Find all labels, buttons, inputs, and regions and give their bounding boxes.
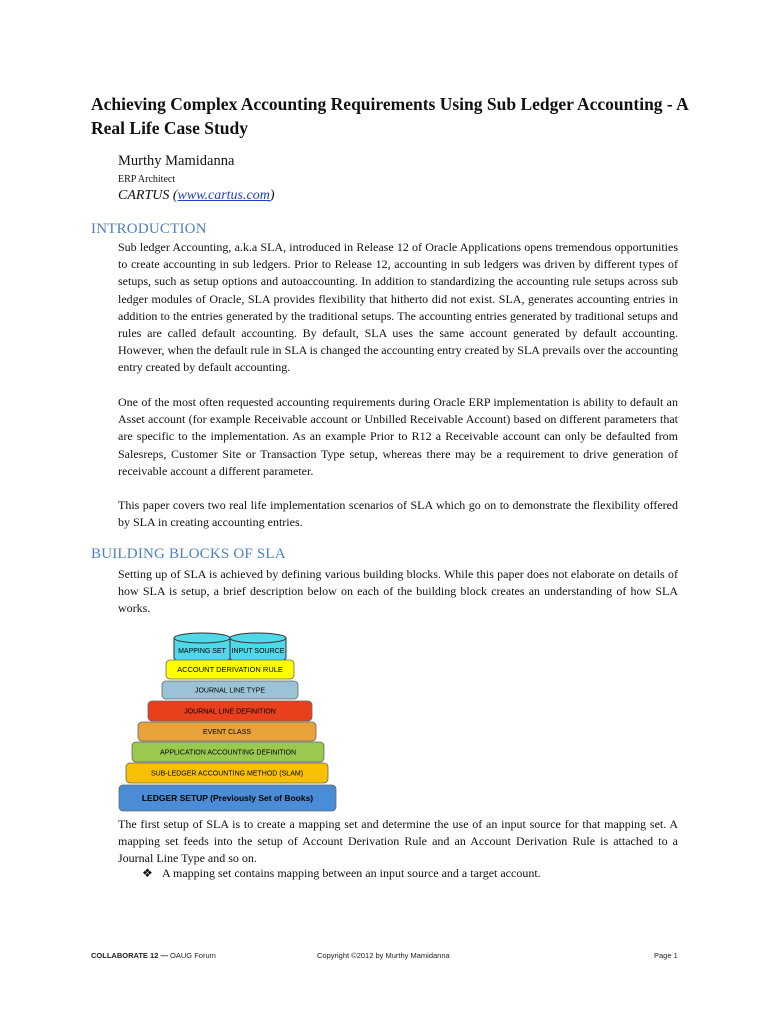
intro-paragraph-1: Sub ledger Accounting, a.k.a SLA, introduced in Release 12 of Oracle Applications opens tremendous opportunities to create accounting in sub ledgers. Prior to Release 12, accounting in sub ledgers was driven by different types of setups, such as setup options and autoaccounting. In addition to standardizing the accounting rule setups across sub ledger modules of Oracle, SLA provides flexibility that hitherto did not exist. SLA, generates accounting entries in addition to the entries generated by the traditional setups. The accounting entries generated by traditional setups and rules are called default accounting. By default, SLA uses the same account generated by default accounting. However, when the default rule in SLA is changed the accounting entry created by SLA prevails over the accounting entry created by default accounting. (118, 240, 678, 375)
layer-application-accounting-definition (132, 742, 324, 762)
company-name: CARTUS (118, 188, 170, 203)
bullet-item (142, 866, 541, 881)
input-source-cylinder (230, 633, 286, 663)
intro-paragraph-3: This paper covers two real life implementation scenarios of SLA which go on to demonstrate the flexibility offered by SLA in creating accounting entries. (118, 498, 678, 530)
footer-brand: COLLABORATE 12 — (91, 951, 168, 960)
layer-label: ACCOUNT DERIVATION RULE (177, 665, 283, 674)
layer-journal-line-type (162, 681, 298, 699)
blocks-paragraph-2: The first setup of SLA is to create a mapping set and determine the use of an input source for that mapping set. A mapping set feeds into the setup of Account Derivation Rule and an Account Derivation Rule is attached to a Journal Line Type and so on. (118, 817, 678, 866)
layer-label: JOURNAL LINE TYPE (194, 687, 266, 695)
author-company: CARTUS (www.cartus.com) (118, 188, 275, 203)
layer-account-derivation-rule (166, 660, 294, 679)
company-link[interactable]: www.cartus.com (177, 188, 270, 203)
bullet-text: A mapping set contains mapping between an input source and a target account. (162, 866, 541, 880)
cylinder-label-mapping-set: MAPPING SET (178, 648, 226, 655)
layer-sla-method (126, 763, 328, 783)
bullet-symbol: ❖ (142, 866, 153, 880)
footer-left (91, 951, 216, 960)
layer-journal-line-definition (148, 701, 312, 721)
layer-ledger-setup (119, 785, 336, 811)
author-role: ERP Architect (118, 174, 176, 185)
sla-building-blocks-diagram (116, 628, 346, 818)
intro-paragraph-2: One of the most often requested accounting requirements during Oracle ERP implementation is ability to default an Asset account (for example Receivable account or Unbilled Receivable Account) based on different parameters that are specific to the implementation. As an example Prior to R12 a Receivable account can only be defaulted from Salesreps, Customer Site or Transaction Type setup, whereas there may be a requirement to drive generation of receivable account a different parameter. (118, 395, 678, 478)
author-name: Murthy Mamidanna (118, 153, 235, 169)
section-heading-building-blocks: BUILDING BLOCKS OF SLA (91, 546, 286, 562)
layer-label: LEDGER SETUP (Previously Set of Books) (141, 792, 314, 803)
section-heading-introduction: INTRODUCTION (91, 221, 207, 237)
layer-label: APPLICATION ACCOUNTING DEFINITION (160, 749, 296, 757)
footer-page-number: Page 1 (654, 951, 678, 960)
layer-event-class (138, 722, 316, 741)
mapping-set-cylinder (174, 633, 230, 663)
layer-label: JOURNAL LINE DEFINITION (184, 708, 276, 716)
cylinder-label-input-source: INPUT SOURCE (231, 648, 285, 655)
footer-copyright: Copyright ©2012 by Murthy Mamidanna (317, 951, 450, 960)
layer-label: SUB-LEDGER ACCOUNTING METHOD (SLAM) (150, 770, 304, 778)
footer-forum: OAUG Forum (167, 951, 216, 960)
paper-title: Achieving Complex Accounting Requirements Using Sub Ledger Accounting - A Real Life Case Study (91, 94, 688, 138)
layer-label: EVENT CLASS (202, 728, 252, 736)
blocks-paragraph-1: Setting up of SLA is achieved by defining various building blocks. While this paper does not elaborate on details of how SLA is setup, a brief description below on each of the building block creates an understanding of how SLA works. (118, 567, 678, 616)
